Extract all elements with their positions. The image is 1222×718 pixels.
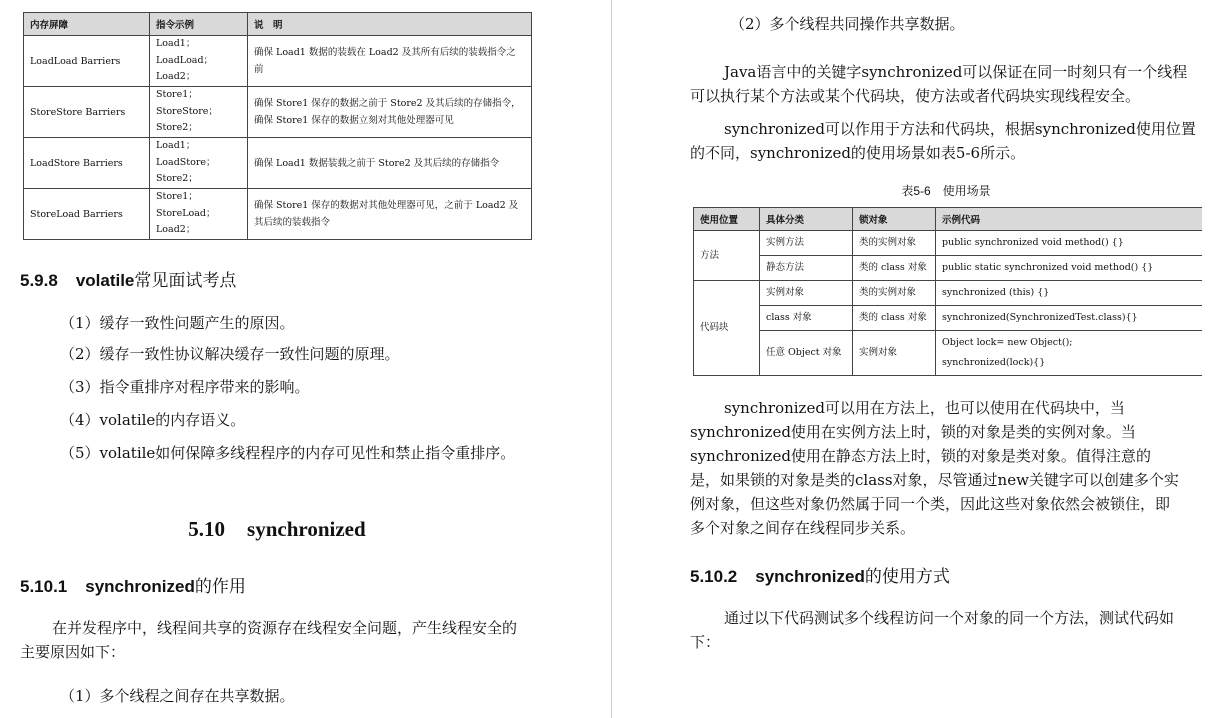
table-row — [694, 306, 1203, 331]
instruction-line: Load1； — [156, 38, 196, 50]
table-row — [24, 87, 532, 138]
instruction-line: Store1； — [156, 89, 198, 101]
table-header-cell: 内存屏障 — [24, 13, 150, 36]
instruction-line: Store2； — [156, 122, 198, 134]
example-code — [936, 331, 1203, 376]
list-item: （2）缓存一致性协议解决缓存一致性问题的原理。 — [60, 345, 400, 363]
usage-category: 任意 Object 对象 — [760, 331, 853, 376]
right-page — [690, 0, 1202, 718]
example-code: synchronized (this) {} — [936, 281, 1203, 306]
section-number: 5.10.1 — [20, 577, 68, 596]
barrier-description: 确保 Load1 数据的装载在 Load2 及其所有后续的装载指令之前 — [248, 36, 532, 87]
lock-object: 实例对象 — [853, 331, 936, 376]
table-caption: 表5-6 使用场景 — [901, 184, 991, 198]
usage-scenario-table — [693, 207, 1202, 376]
table-header-cell: 示例代码 — [936, 208, 1203, 231]
lock-object: 类的实例对象 — [853, 231, 936, 256]
usage-position: 代码块 — [694, 281, 760, 376]
paragraph: Java语言中的关键字synchronized可以保证在同一时刻只有一个线程可以执行某个方法或某个代码块，使方法或者代码块实现线程安全。 — [690, 63, 1188, 105]
instruction-example — [150, 87, 248, 138]
barrier-description: 确保 Load1 数据装载之前于 Store2 及其后续的存储指令 — [248, 138, 532, 189]
instruction-line: Load2； — [156, 224, 196, 236]
table-header-row — [24, 13, 532, 36]
section-number: 5.10 — [188, 517, 226, 541]
list-item: （1）缓存一致性问题产生的原因。 — [60, 314, 295, 332]
table-header-cell: 具体分类 — [760, 208, 853, 231]
instruction-example — [150, 138, 248, 189]
instruction-line: LoadStore； — [156, 156, 216, 168]
instruction-example — [150, 189, 248, 240]
table-row — [24, 189, 532, 240]
lock-object: 类的 class 对象 — [853, 256, 936, 281]
list-item: （4）volatile的内存语义。 — [60, 411, 246, 429]
table-header-cell: 指令示例 — [150, 13, 248, 36]
instruction-line: Store2； — [156, 173, 198, 185]
section-number: 5.9.8 — [20, 271, 58, 290]
paragraph: synchronized可以作用于方法和代码块，根据synchronized使用位置的不同，synchronized的使用场景如表5-6所示。 — [690, 120, 1196, 162]
left-page — [20, 0, 534, 718]
lock-object: 类的实例对象 — [853, 281, 936, 306]
instruction-line: Store1； — [156, 191, 198, 203]
instruction-line: StoreLoad； — [156, 207, 216, 219]
section-keyword: synchronized — [755, 567, 865, 586]
list-item: （5）volatile如何保障多线程程序的内存可见性和禁止指令重排序。 — [60, 444, 516, 462]
instruction-line: StoreStore； — [156, 105, 218, 117]
list-item: （3）指令重排序对程序带来的影响。 — [60, 378, 310, 396]
instruction-line: Load2； — [156, 71, 196, 83]
paragraph: 通过以下代码测试多个线程访问一个对象的同一个方法，测试代码如下： — [690, 609, 1175, 651]
usage-category: class 对象 — [760, 306, 853, 331]
code-line: Object lock= new Object(); — [942, 337, 1073, 348]
code-line: synchronized(lock){} — [942, 357, 1046, 368]
usage-category: 静态方法 — [760, 256, 853, 281]
section-title: synchronized — [247, 517, 366, 541]
section-title: 的使用方式 — [864, 567, 950, 586]
example-code: public synchronized void method() {} — [936, 231, 1203, 256]
section-heading-5-9-8 — [20, 266, 236, 291]
barrier-name: LoadLoad Barriers — [24, 36, 150, 87]
section-title: 常见面试考点 — [134, 271, 237, 290]
memory-barrier-table — [23, 12, 532, 240]
section-keyword: volatile — [75, 271, 135, 290]
table-header-cell: 锁对象 — [853, 208, 936, 231]
table-header-cell: 使用位置 — [694, 208, 760, 231]
paragraph: synchronized可以用在方法上，也可以使用在代码块中，当synchronized使用在实例方法上时，锁的对象是类的实例对象。当synchronized使用在静态方法上时，锁的对象是类对象。值得注意的是，如果锁的对象是类的class对象，尽管通过new关键字可以创建多个实例对象，但这些对象仍然属于同一个类，因此这些对象依然会被锁住，即多个对象之间存在线程同步关系。 — [690, 399, 1179, 537]
example-code: synchronized(SynchronizedTest.class){} — [936, 306, 1203, 331]
table-row — [24, 138, 532, 189]
table-row — [694, 256, 1203, 281]
table-row — [24, 36, 532, 87]
usage-position: 方法 — [694, 231, 760, 281]
barrier-name: StoreStore Barriers — [24, 87, 150, 138]
paragraph: 在并发程序中，线程间共享的资源存在线程安全问题，产生线程安全的主要原因如下： — [20, 619, 518, 661]
example-code: public static synchronized void method() {} — [936, 256, 1203, 281]
section-number: 5.10.2 — [690, 567, 738, 586]
table-row — [694, 231, 1203, 256]
section-heading-5-10-1 — [20, 572, 246, 597]
usage-category: 实例对象 — [760, 281, 853, 306]
section-heading-5-10 — [20, 517, 534, 542]
table-header-row — [694, 208, 1203, 231]
instruction-example — [150, 36, 248, 87]
barrier-name: StoreLoad Barriers — [24, 189, 150, 240]
section-heading-5-10-2 — [690, 562, 950, 587]
instruction-line: Load1； — [156, 140, 196, 152]
barrier-description: 确保 Store1 保存的数据对其他处理器可见，之前于 Load2 及其后续的装载指令 — [248, 189, 532, 240]
page-divider — [611, 0, 612, 718]
section-keyword: synchronized — [85, 577, 195, 596]
table-header-cell: 说 明 — [248, 13, 532, 36]
barrier-description: 确保 Store1 保存的数据之前于 Store2 及其后续的存储指令，确保 Store1 保存的数据立刻对其他处理器可见 — [248, 87, 532, 138]
lock-object: 类的 class 对象 — [853, 306, 936, 331]
section-title: 的作用 — [194, 577, 246, 596]
table-row — [694, 331, 1203, 376]
instruction-line: LoadLoad； — [156, 54, 214, 66]
usage-category: 实例方法 — [760, 231, 853, 256]
list-item: （2）多个线程共同操作共享数据。 — [730, 15, 965, 33]
table-row — [694, 281, 1203, 306]
barrier-name: LoadStore Barriers — [24, 138, 150, 189]
list-item: （1）多个线程之间存在共享数据。 — [60, 687, 295, 705]
